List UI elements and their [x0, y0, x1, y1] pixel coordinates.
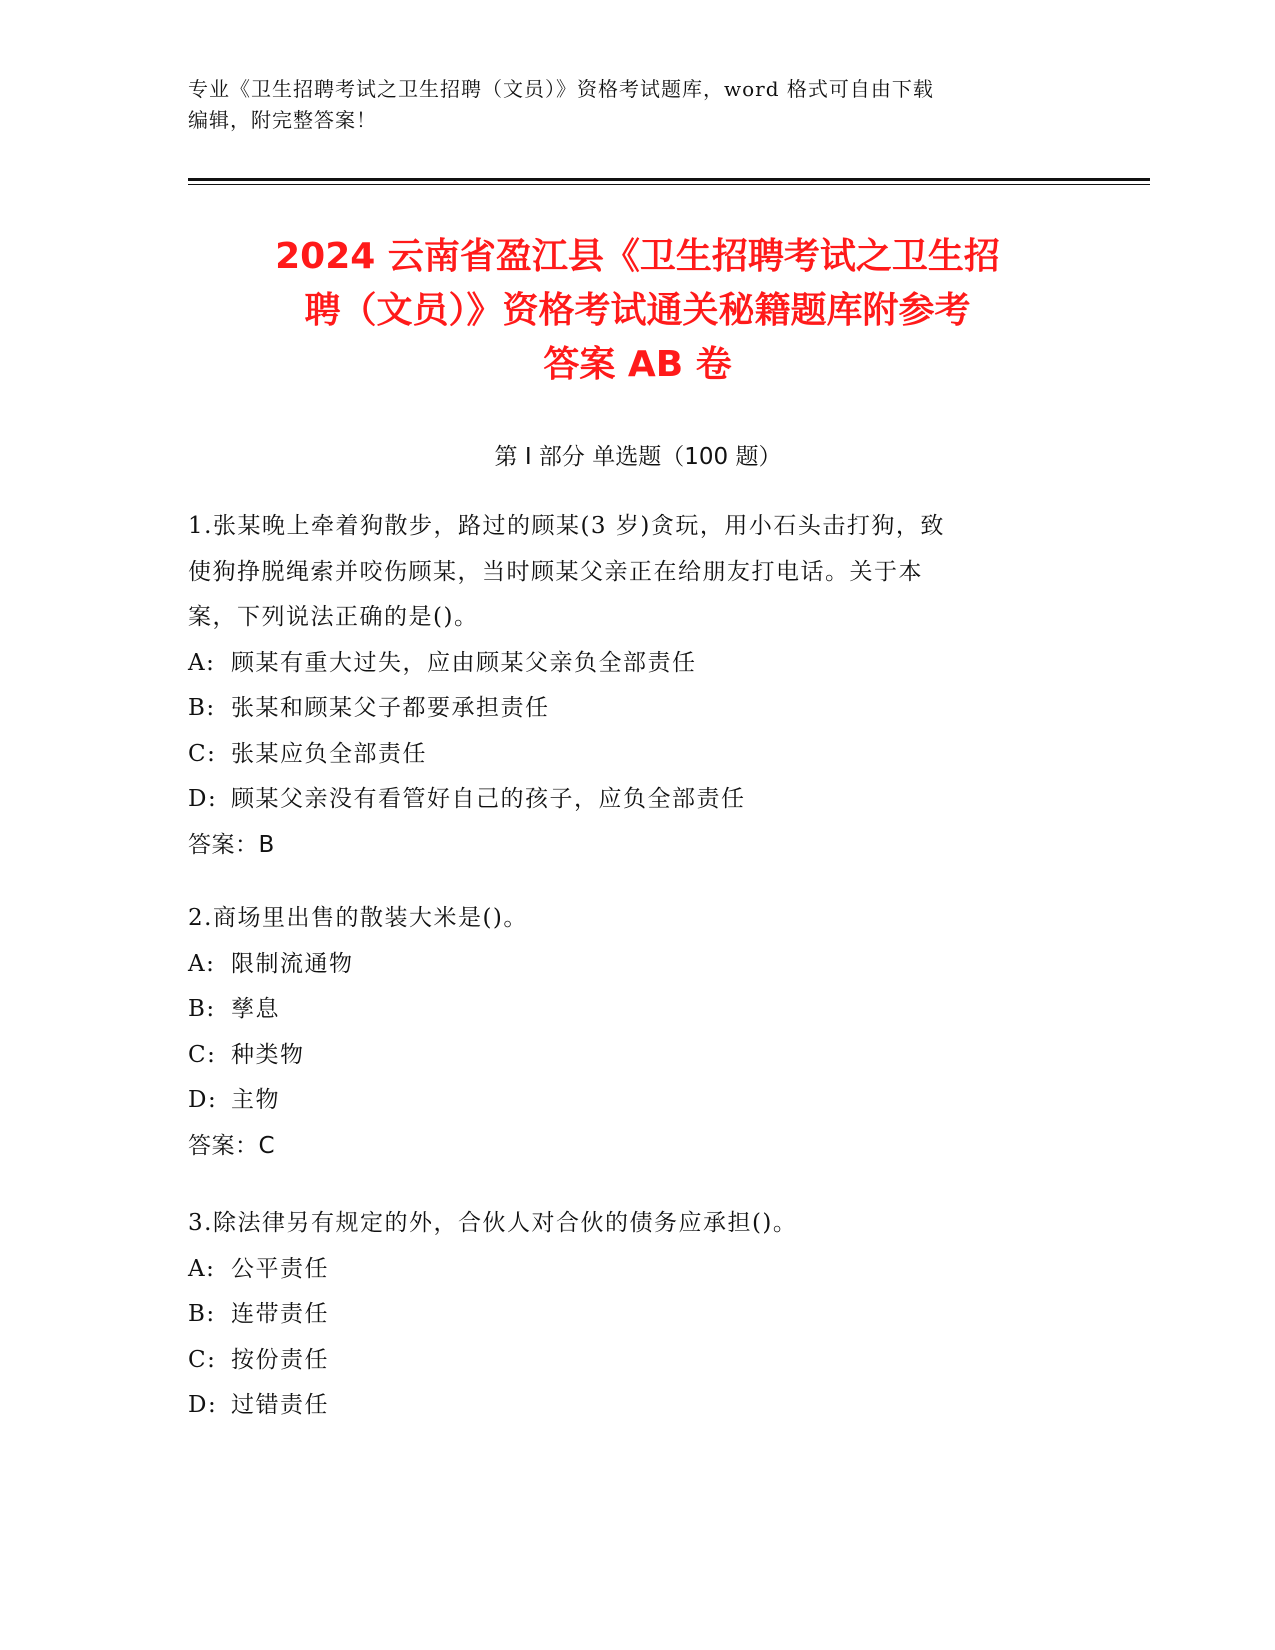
option-b [188, 686, 1088, 732]
option-text: 连带责任 [231, 1301, 329, 1327]
question-1 [188, 504, 1088, 868]
option-c [188, 732, 1088, 778]
option-text: 公平责任 [231, 1255, 329, 1282]
option-text: 主物 [231, 1087, 280, 1113]
option-a [188, 641, 1088, 687]
option-letter: D: [188, 786, 218, 812]
header-note-line: 专业《卫生招聘考试之卫生招聘（文员）》资格考试题库，word 格式可自由下载 [188, 77, 934, 101]
option-d [188, 1078, 1088, 1124]
title-line: 2024 云南省盈江县《卫生招聘考试之卫生招 [275, 236, 1000, 277]
option-text: 张某应负全部责任 [231, 740, 427, 767]
question-stem-line: 2.商场里出售的散装大米是()。 [188, 905, 528, 931]
option-letter: D: [188, 1087, 218, 1113]
option-a [188, 942, 1088, 988]
option-letter: C: [188, 1041, 217, 1068]
option-letter: B: [188, 996, 216, 1022]
option-c [188, 1033, 1088, 1079]
header-divider-thick [188, 178, 1150, 181]
option-letter: A: [188, 649, 216, 676]
answer-line: 答案：B [188, 831, 275, 858]
header-note [188, 74, 1088, 136]
option-letter: B: [188, 695, 216, 721]
question-stem-line: 1.张某晚上牵着狗散步，路过的顾某(3 岁)贪玩，用小石头击打狗，致 [188, 513, 945, 539]
option-text: 限制流通物 [231, 950, 354, 977]
question-stem-line: 案，下列说法正确的是()。 [188, 604, 479, 630]
header-divider-thin [188, 184, 1150, 185]
question-3 [188, 1201, 1088, 1429]
answer-line: 答案：C [188, 1132, 276, 1159]
question-2 [188, 896, 1088, 1169]
option-b [188, 987, 1088, 1033]
option-letter: C: [188, 740, 217, 767]
option-letter: C: [188, 1346, 217, 1373]
option-a [188, 1247, 1088, 1293]
title-line: 答案 AB 卷 [543, 344, 732, 385]
option-d [188, 777, 1088, 823]
option-text: 按份责任 [231, 1346, 329, 1373]
option-text: 顾某父亲没有看管好自己的孩子，应负全部责任 [231, 786, 746, 812]
option-b [188, 1292, 1088, 1338]
option-d [188, 1383, 1088, 1429]
title-line: 聘（文员）》资格考试通关秘籍题库附参考 [304, 290, 971, 331]
section-heading: 第 I 部分 单选题（100 题） [494, 444, 782, 470]
document-title [160, 230, 1115, 392]
option-text: 过错责任 [231, 1392, 329, 1418]
option-text: 顾某有重大过失，应由顾某父亲负全部责任 [231, 649, 697, 676]
option-text: 张某和顾某父子都要承担责任 [231, 695, 550, 721]
header-note-line: 编辑，附完整答案！ [188, 108, 377, 132]
option-letter: D: [188, 1392, 218, 1418]
option-letter: A: [188, 1255, 216, 1282]
option-c [188, 1338, 1088, 1384]
option-letter: B: [188, 1301, 216, 1327]
question-stem-line: 使狗挣脱绳索并咬伤顾某，当时顾某父亲正在给朋友打电话。关于本 [188, 558, 923, 585]
option-text: 孳息 [231, 996, 280, 1022]
option-letter: A: [188, 950, 216, 977]
question-stem-line: 3.除法律另有规定的外，合伙人对合伙的债务应承担()。 [188, 1210, 798, 1236]
option-text: 种类物 [231, 1041, 305, 1068]
